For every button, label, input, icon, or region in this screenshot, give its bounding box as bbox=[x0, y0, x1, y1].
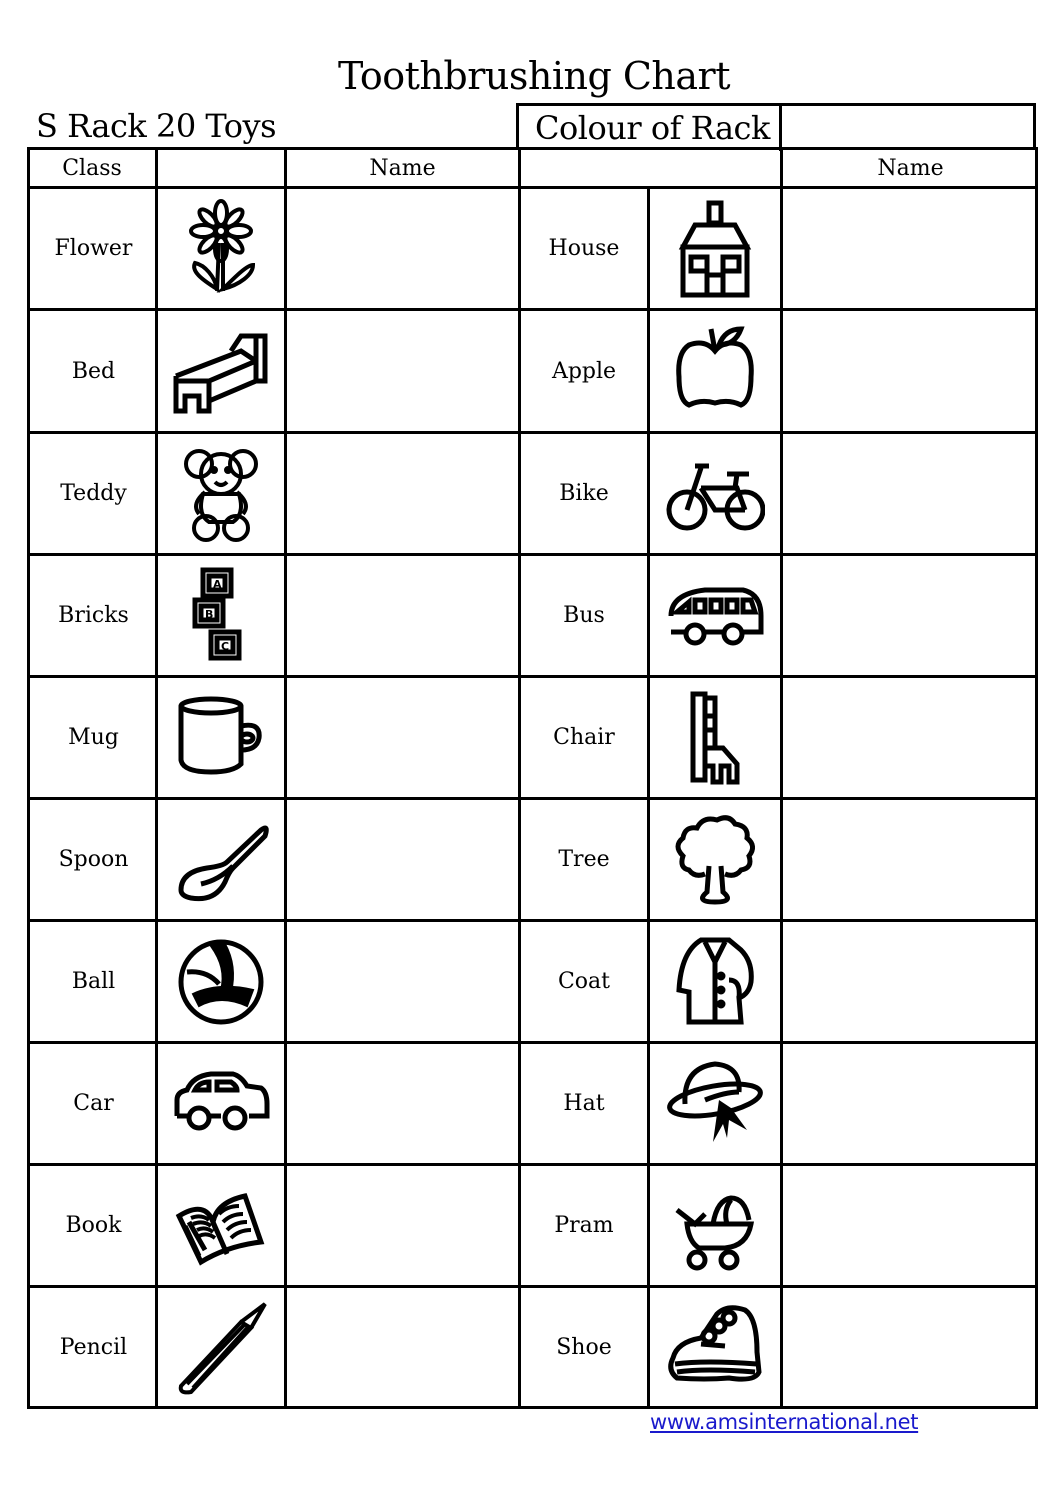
icon-cell bbox=[650, 922, 780, 1041]
icon-cell bbox=[158, 1166, 284, 1285]
pram-icon bbox=[665, 1176, 765, 1276]
name-field[interactable] bbox=[287, 1288, 518, 1407]
colour-of-rack-label: Colour of Rack bbox=[535, 109, 770, 147]
name-field[interactable] bbox=[287, 556, 518, 675]
class-label: Shoe bbox=[556, 1335, 612, 1360]
class-label: Pencil bbox=[59, 1335, 128, 1360]
car-icon bbox=[171, 1054, 271, 1154]
class-label: Car bbox=[73, 1091, 114, 1116]
ball-icon bbox=[171, 932, 271, 1032]
name-field[interactable] bbox=[783, 1166, 1038, 1285]
class-label: Bricks bbox=[58, 603, 129, 628]
class-label: Bus bbox=[563, 603, 605, 628]
class-label: Book bbox=[65, 1213, 122, 1238]
website-link[interactable]: www.amsinternational.net bbox=[650, 1410, 919, 1434]
class-label: Apple bbox=[551, 358, 617, 384]
class-label: Tree bbox=[558, 847, 610, 872]
name-field[interactable] bbox=[287, 1166, 518, 1285]
class-label: Teddy bbox=[60, 481, 127, 506]
name-field[interactable] bbox=[783, 678, 1038, 797]
icon-cell bbox=[158, 556, 284, 675]
class-label: Flower bbox=[54, 236, 133, 261]
chart-table bbox=[27, 147, 1038, 1409]
header-right-class bbox=[521, 150, 780, 186]
header-name: Name bbox=[369, 155, 436, 181]
header-class: Class bbox=[62, 155, 122, 181]
class-label: Chair bbox=[553, 725, 615, 750]
class-label: Hat bbox=[563, 1091, 605, 1116]
icon-cell bbox=[158, 311, 284, 431]
class-label: Ball bbox=[71, 969, 116, 994]
name-field[interactable] bbox=[287, 800, 518, 919]
icon-cell bbox=[650, 556, 780, 675]
name-field[interactable] bbox=[287, 678, 518, 797]
bricks-icon bbox=[171, 566, 271, 666]
teddy-icon bbox=[171, 444, 271, 544]
icon-cell bbox=[650, 434, 780, 553]
house-icon bbox=[665, 199, 765, 299]
class-label: Bike bbox=[559, 481, 609, 506]
name-field[interactable] bbox=[783, 1044, 1038, 1163]
coat-icon bbox=[665, 932, 765, 1032]
name-field[interactable] bbox=[783, 1288, 1038, 1407]
name-field[interactable] bbox=[287, 189, 518, 308]
svg-text:C: C bbox=[221, 639, 230, 653]
name-field[interactable] bbox=[287, 1044, 518, 1163]
class-label: Bed bbox=[71, 358, 116, 384]
name-field[interactable] bbox=[783, 311, 1038, 431]
spoon-icon bbox=[171, 810, 271, 910]
icon-cell bbox=[650, 678, 780, 797]
icon-cell bbox=[158, 1288, 284, 1407]
name-field[interactable] bbox=[783, 922, 1038, 1041]
icon-cell bbox=[650, 1288, 780, 1407]
svg-text:B: B bbox=[205, 607, 214, 621]
class-label: Spoon bbox=[58, 847, 129, 872]
bike-icon bbox=[665, 444, 765, 544]
bus-icon bbox=[665, 566, 765, 666]
name-field[interactable] bbox=[783, 434, 1038, 553]
icon-cell bbox=[650, 1166, 780, 1285]
name-field[interactable] bbox=[783, 189, 1038, 308]
apple-icon bbox=[665, 321, 765, 421]
shoe-icon bbox=[665, 1298, 765, 1398]
book-icon bbox=[171, 1176, 271, 1276]
mug-icon bbox=[171, 688, 271, 788]
icon-cell bbox=[158, 189, 284, 308]
class-label: Coat bbox=[557, 969, 611, 994]
pencil-icon bbox=[171, 1298, 271, 1398]
name-field[interactable] bbox=[287, 311, 518, 431]
icon-cell bbox=[650, 1044, 780, 1163]
header-right-name: Name bbox=[877, 155, 944, 181]
name-field[interactable] bbox=[783, 800, 1038, 919]
icon-cell bbox=[158, 434, 284, 553]
header-picture bbox=[158, 150, 284, 186]
icon-cell bbox=[158, 800, 284, 919]
icon-cell bbox=[650, 189, 780, 308]
rack-heading: S Rack 20 Toys bbox=[36, 107, 276, 145]
svg-text:A: A bbox=[213, 577, 222, 591]
name-field[interactable] bbox=[287, 434, 518, 553]
flower-icon bbox=[171, 199, 271, 299]
colour-of-rack-field[interactable] bbox=[784, 106, 1033, 148]
class-label: House bbox=[548, 236, 620, 261]
chair-icon bbox=[665, 688, 765, 788]
class-label: Pram bbox=[554, 1213, 614, 1238]
icon-cell bbox=[158, 922, 284, 1041]
icon-cell bbox=[158, 678, 284, 797]
icon-cell bbox=[650, 311, 780, 431]
page-title: Toothbrushing Chart bbox=[337, 54, 730, 98]
tree-icon bbox=[665, 810, 765, 910]
icon-cell bbox=[650, 800, 780, 919]
icon-cell bbox=[158, 1044, 284, 1163]
name-field[interactable] bbox=[783, 556, 1038, 675]
divider bbox=[779, 106, 782, 151]
name-field[interactable] bbox=[287, 922, 518, 1041]
class-label: Mug bbox=[68, 725, 119, 750]
bed-icon bbox=[171, 321, 271, 421]
hat-icon bbox=[665, 1054, 765, 1154]
colour-of-rack-box bbox=[516, 103, 1036, 148]
